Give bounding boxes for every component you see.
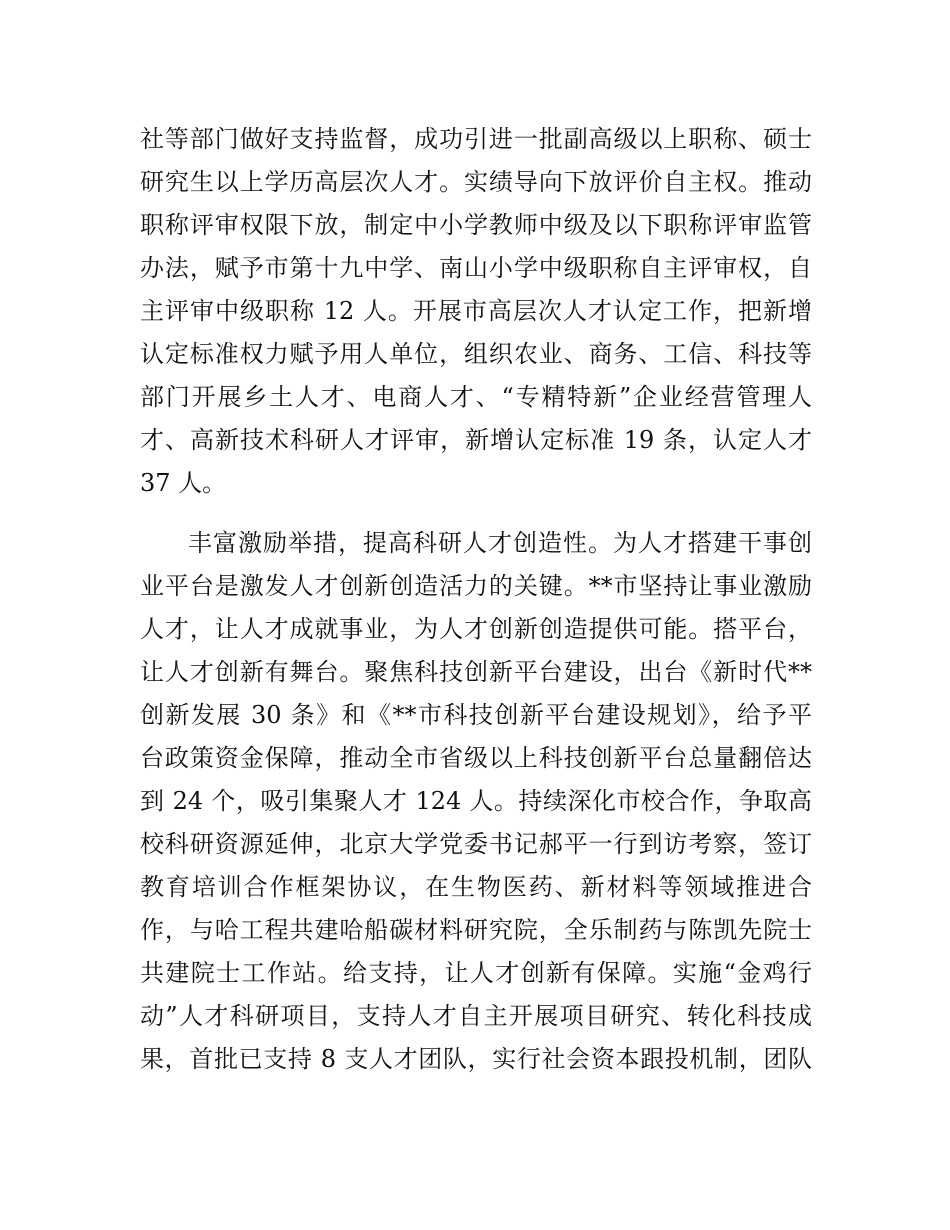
paragraph-line: 丰富激励举措，提高科研人才创造性。为人才搭建干事创 (188, 529, 812, 557)
paragraph-line: 台政策资金保障，推动全市省级以上科技创新平台总量翻倍达 (140, 744, 812, 772)
paragraph-line: 职称评审权限下放，制定中小学教师中级及以下职称评审监管 (140, 211, 812, 239)
paragraph-line: 让人才创新有舞台。聚焦科技创新平台建设，出台《新时代** (140, 658, 812, 686)
paragraph-line: 认定标准权力赋予用人单位，组织农业、商务、工信、科技等 (140, 340, 812, 368)
paragraph-line: 研究生以上学历高层次人才。实绩导向下放评价自主权。推动 (140, 168, 812, 196)
paragraph-line: 37 人。 (140, 469, 227, 497)
paragraph-line: 人才，让人才成就事业，为人才创新创造提供可能。搭平台， (140, 615, 812, 643)
paragraph-line: 才、高新技术科研人才评审，新增认定标准 19 条，认定人才 (140, 426, 812, 454)
paragraph-line: 到 24 个，吸引集聚人才 124 人。持续深化市校合作，争取高 (140, 787, 812, 815)
paragraph-line: 业平台是激发人才创新创造活力的关键。**市坚持让事业激励 (140, 572, 812, 600)
paragraph-line: 办法，赋予市第十九中学、南山小学中级职称自主评审权，自 (140, 254, 812, 282)
paragraph-talent-evaluation (140, 118, 812, 505)
paragraph-line: 校科研资源延伸，北京大学党委书记郝平一行到访考察，签订 (140, 830, 812, 858)
paragraph-line: 主评审中级职称 12 人。开展市高层次人才认定工作，把新增 (140, 297, 812, 325)
paragraph-line: 社等部门做好支持监督，成功引进一批副高级以上职称、硕士 (140, 125, 812, 153)
paragraph-line: 共建院士工作站。给支持，让人才创新有保障。实施“金鸡行 (140, 959, 812, 987)
paragraph-line: 果，首批已支持 8 支人才团队，实行社会资本跟投机制，团队 (140, 1045, 812, 1073)
paragraph-line: 创新发展 30 条》和《**市科技创新平台建设规划》，给予平 (140, 701, 812, 729)
paragraph-line: 部门开展乡土人才、电商人才、“专精特新”企业经营管理人 (140, 383, 812, 411)
paragraph-line: 作，与哈工程共建哈船碳材料研究院，全乐制药与陈凯先院士 (140, 916, 812, 944)
paragraph-incentive-measures (140, 522, 812, 1081)
paragraph-line: 动”人才科研项目，支持人才自主开展项目研究、转化科技成 (140, 1002, 812, 1030)
paragraph-line: 教育培训合作框架协议，在生物医药、新材料等领域推进合 (140, 873, 812, 901)
